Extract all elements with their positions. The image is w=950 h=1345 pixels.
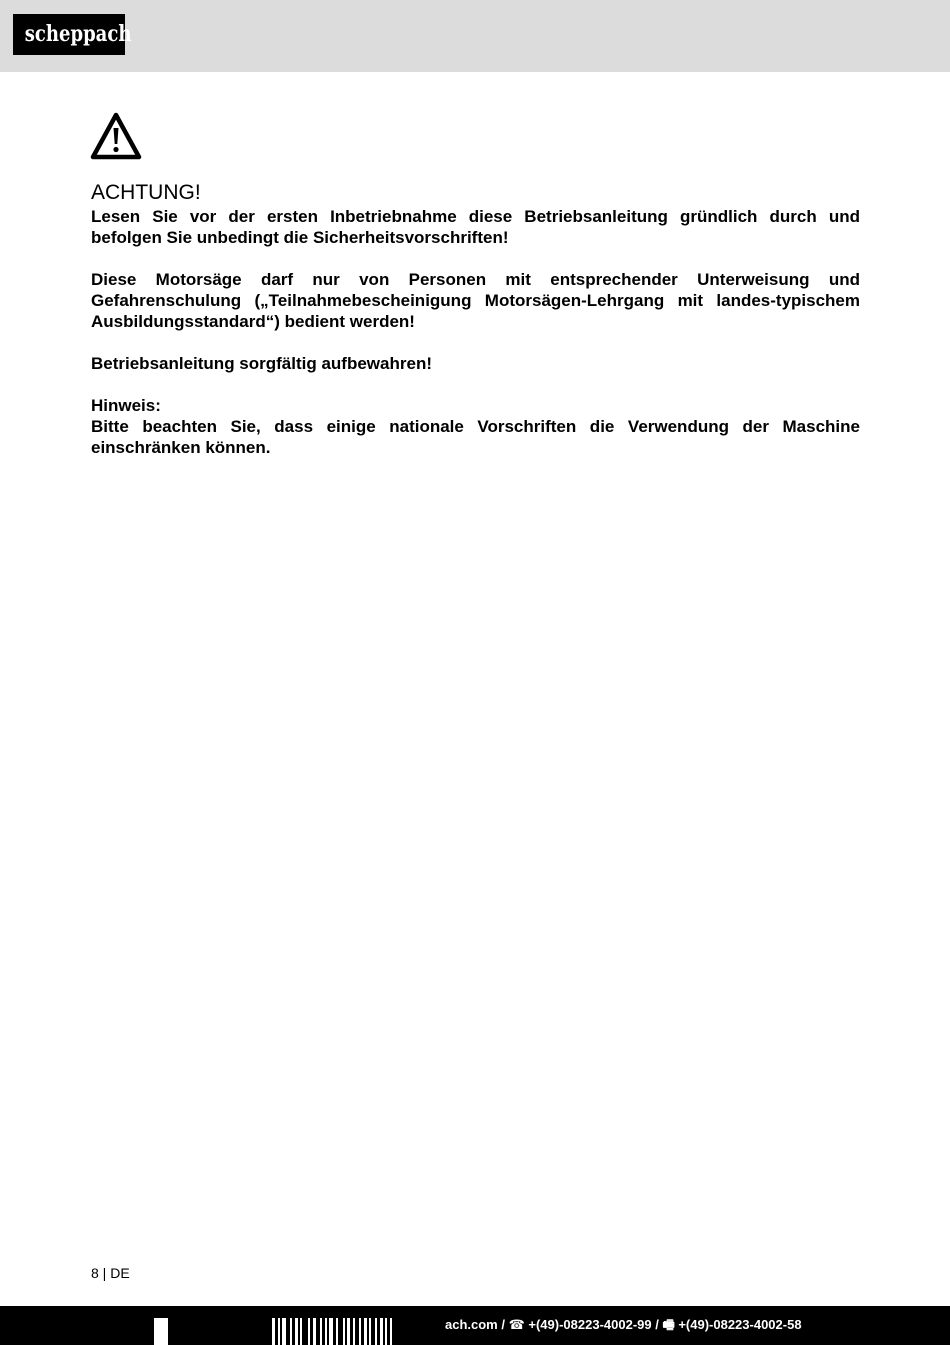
footer-contact: ach.com / ☎ +(49)-08223-4002-99 / 🖷 +(49)-08223-4002-58 bbox=[445, 1317, 802, 1332]
paragraph-keep-manual: Betriebsanleitung sorgfältig aufbewahren! bbox=[91, 354, 432, 373]
paragraph-read-manual: Lesen Sie vor der ersten Inbetriebnahme diese Betriebsanleitung gründlich durch und befolgen Sie unbedingt die Sicherheitsvorschriften! bbox=[91, 207, 860, 247]
page-header bbox=[0, 0, 950, 72]
scheppach-logo: scheppach bbox=[13, 14, 125, 55]
page-footer bbox=[0, 1306, 950, 1345]
page-number: 8 | DE bbox=[91, 1265, 130, 1281]
barcode-strip bbox=[154, 1318, 444, 1345]
warning-triangle-icon bbox=[90, 112, 142, 160]
paragraph-operator-qualification: Diese Motorsäge darf nur von Personen mit entsprechender Unterweisung und Gefahrenschulung („Teilnahmebescheinigung Motorsägen-Lehrgang mit landes-typischem Ausbildungsstandard“) bedient werden! bbox=[91, 270, 860, 331]
note-text: Bitte beachten Sie, dass einige nationale Vorschriften die Verwendung der Maschine einschränken können. bbox=[91, 417, 860, 457]
safety-notice bbox=[91, 180, 860, 458]
note-label: Hinweis: bbox=[91, 396, 161, 415]
page-title: ACHTUNG! bbox=[91, 181, 201, 204]
